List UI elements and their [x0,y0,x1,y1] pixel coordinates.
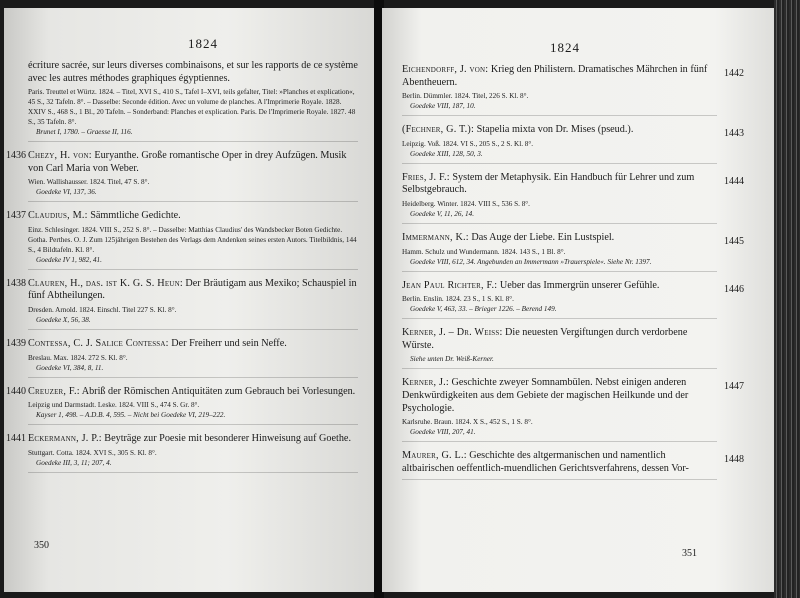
bibliography-entry [6,385,358,426]
entry-author: Fries, J. F.: [402,171,450,183]
bibliography-entry [402,450,744,480]
entry-author: Kerner, J. – Dr. Weiss: [402,327,503,339]
bibliography-entry [6,277,358,330]
divider [28,472,358,473]
entry-title: Ueber das Immergrün unserer Gefühle. [499,279,660,291]
entry-details: Stuttgart. Cotta. 1824. XVI S., 305 S. Kl. 8°. [28,448,157,457]
entry-heading [28,433,358,446]
entry-number: 1440 [6,385,26,397]
entry-author: Jean Paul Richter, F.: [402,279,498,291]
entry-title: Euryanthe. Große romantische Oper in drey Aufzügen. Musik von Carl Maria von Weber. [28,150,347,174]
entry-author: Maurer, G. L.: [402,450,467,462]
entry-author: Contessa, C. J. Salice Contessa: [28,337,169,349]
entry-title: Sämmtliche Gedichte. [90,210,181,222]
divider [402,163,717,164]
bibliography-entry [402,231,744,272]
entry-reference: Goedeke VI, 137, 36. [36,188,97,197]
entry-author: Claudius, M.: [28,210,88,222]
entry-title: Der Bräutigam aus Mexiko; Schauspiel in fünf Abtheilungen. [28,277,357,302]
entry-number: 1448 [724,454,744,466]
bibliography-entry [402,327,717,369]
entry-reference: Goedeke VI, 384, 8, 11. [36,363,104,372]
bibliography-entry [402,377,744,442]
divider [402,115,717,116]
page-edges [774,0,800,598]
right-page [382,8,774,592]
continuation-ref: Brunet I, 1780. – Graesse II, 116. [36,128,133,136]
entry-number: 1442 [724,68,744,79]
entry-details: Wien. Wallishausser. 1824. Titel, 47 S. 8°. [28,178,150,187]
entry-title: Beyträge zur Poesie mit besonderer Hinweisung auf Goethe. [104,433,351,445]
bibliography-entry [6,210,358,270]
entry-number: 1443 [724,128,744,140]
divider [28,329,358,330]
entry-number: 1439 [6,337,26,349]
divider [28,377,358,378]
entry-reference: Goedeke V, 463, 33. – Brieger 1226. – Berend 149. [410,305,557,314]
entry-reference: Goedeke VIII, 612, 34. Angebunden an Immermann »Trauerspiele«. Siehe Nr. 1397. [410,257,652,266]
divider [402,479,717,480]
right-column [402,64,744,488]
entry-details: Leipzig und Darmstadt. Leske. 1824. VIII S., 474 S. Gr. 8°. [28,401,200,410]
bibliography-entry [402,124,744,164]
continuation-text: écriture sacrée, sur leurs diverses combinaisons, et sur les rapports de ce système avec les autres méthodes graphiques égyptiennes. [28,60,358,84]
entry-reference: Goedeke VIII, 207, 41. [410,428,476,437]
entry-title: Geschichte des altgermanischen und namentlich altbairischen oeffentlich-muendlichen Gerichtsverfahrens, dessen Vor- [402,450,689,474]
entry-author: Eckermann, J. P.: [28,433,102,445]
entry-title: Das Auge der Liebe. Ein Lustspiel. [471,231,615,243]
continuation-details: Paris. Treuttel et Würtz. 1824. – Titel, XVI S., 410 S., Tafel I–XVI, teils gefalter, Titel: »Planches et explication«, 45 S., 32 Tafeln. 8°. – Dasselbe: Seconde édition. Avec un volume de planches. A l'Imprimerie Royale. 1828. XXIV S., 468 S., 1 Bl., 20 Tafeln. – Sonderband: Planches et explication. Paris. De l'Imprimerie Royale. 1827. 48 S., 35 Tafeln. 8°. [28,88,356,126]
entry-number: 1444 [724,175,744,187]
divider [402,368,717,369]
entry-author: Kerner, J.: [402,377,449,389]
divider [402,223,717,224]
entry-reference: Goedeke XIII, 128, 50, 3. [410,149,483,158]
entry-reference: Goedeke III, 3, 11; 207, 4. [36,458,112,467]
entry-details: Leipzig. Voß. 1824. VI S., 205 S., 2 S. Kl. 8°. [402,139,534,148]
continued-entry [28,60,358,142]
entry-number: 1436 [6,150,26,161]
entry-details: Berlin. Enslin. 1824. 23 S., 1 S. Kl. 8°. [402,295,514,304]
entry-heading [402,172,717,197]
page-year: 1824 [188,36,218,51]
entry-author: (Fechner, G. T.): [402,124,475,136]
entry-heading [402,377,717,415]
entry-number: 1437 [6,210,26,222]
entry-title: Geschichte zweyer Somnambülen. Nebst einigen anderen Denkwürdigkeiten aus dem Gebiete der magischen Heilkunde und der Psychologie. [402,377,689,414]
entry-author: Creuzer, F.: [28,385,80,397]
entry-heading [28,150,358,175]
entry-number: 1438 [6,277,26,289]
entry-details: Breslau. Max. 1824. 272 S. Kl. 8°. [28,353,128,362]
entry-heading [28,210,358,223]
bibliography-entry [6,433,358,473]
bibliography-entry [6,337,358,378]
entry-reference: Goedeke V, 11, 26, 14. [410,209,475,218]
entry-details: Dresden. Arnold. 1824. Einschl. Titel 227 S. Kl. 8°. [28,305,177,314]
entry-heading [402,64,717,89]
entry-title: System der Metaphysik. Ein Handbuch für Lehrer und zum Selbstgebrauch. [402,171,695,196]
entry-title: Der Freiherr und sein Neffe. [171,337,287,349]
left-column [6,60,358,481]
entry-heading [28,338,358,351]
page-number: 350 [34,540,49,551]
page-number: 351 [682,548,697,559]
entry-reference: Goedeke VIII, 187, 10. [410,102,476,111]
entry-author: Clauren, H., das. ist K. G. S. Heun: [28,277,183,289]
right-entries [402,64,744,480]
entry-number: 1446 [724,283,744,295]
entry-title: Krieg den Philistern. Dramatisches Mährchen in fünf Abentheuern. [402,64,708,88]
entry-title: Die neuesten Vergiftungen durch verdorbene Würste. [402,327,688,351]
entry-heading [402,124,717,137]
entry-title: Stapelia mixta von Dr. Mises (pseud.). [476,124,634,136]
bibliography-entry [6,150,358,202]
divider [402,271,717,272]
entry-author: Chezy, H. von: [28,150,92,161]
entry-heading [402,280,717,293]
entry-author: Immermann, K.: [402,231,469,243]
divider [28,269,358,270]
entry-heading [402,450,717,475]
entry-details: Einz. Schlesinger. 1824. VIII S., 252 S. 8°. – Dasselbe: Matthias Claudius' des Wandsbecker Boten Gedichte. Gotha. Perthes. O. J. Zum 125jährigen Bestehen des Verlags dem Andenken seines ersten Autors. Titelbildnis, 144 S., 4 Bildtafeln. Kl. 8°. [28,225,357,254]
entry-details: Karlsruhe. Braun. 1824. X S., 452 S., 1 S. 8°. [402,418,533,427]
entry-author: Eichendorff, J. von: [402,64,489,75]
entry-number: 1441 [6,433,26,445]
bibliography-entry [402,171,744,224]
divider [28,424,358,425]
entry-heading [28,386,358,399]
entry-reference: Kayser 1, 498. – A.D.B. 4, 595. – Nicht bei Goedeke VI, 219–222. [36,411,226,420]
divider [28,141,358,142]
entry-title: Abriß der Römischen Antiquitäten zum Gebrauch bei Vorlesungen. [81,385,356,397]
left-entries [6,150,358,473]
entry-number: 1445 [724,235,744,247]
divider [28,201,358,202]
bibliography-entry [402,64,744,116]
entry-details: Hamm. Schulz und Wundermann. 1824. 143 S., 1 Bl. 8°. [402,247,566,256]
entry-details: Berlin. Dümmler. 1824. Titel, 226 S. Kl. 8°. [402,92,529,101]
entry-reference: Goedeke X, 56, 38. [36,315,91,324]
entry-details: Heidelberg. Winter. 1824. VIII S., 536 S. 8°. [402,199,530,208]
entry-heading [28,278,358,303]
page-year: 1824 [550,40,580,55]
entry-heading [402,232,717,245]
left-page [4,8,376,592]
entry-reference: Siehe unten Dr. Weiß-Kerner. [410,355,494,364]
entry-reference: Goedeke IV 1, 982, 41. [36,255,102,264]
entry-number: 1447 [724,381,744,393]
entry-heading [402,327,717,352]
divider [402,318,717,319]
bibliography-entry [402,279,744,320]
divider [402,441,717,442]
